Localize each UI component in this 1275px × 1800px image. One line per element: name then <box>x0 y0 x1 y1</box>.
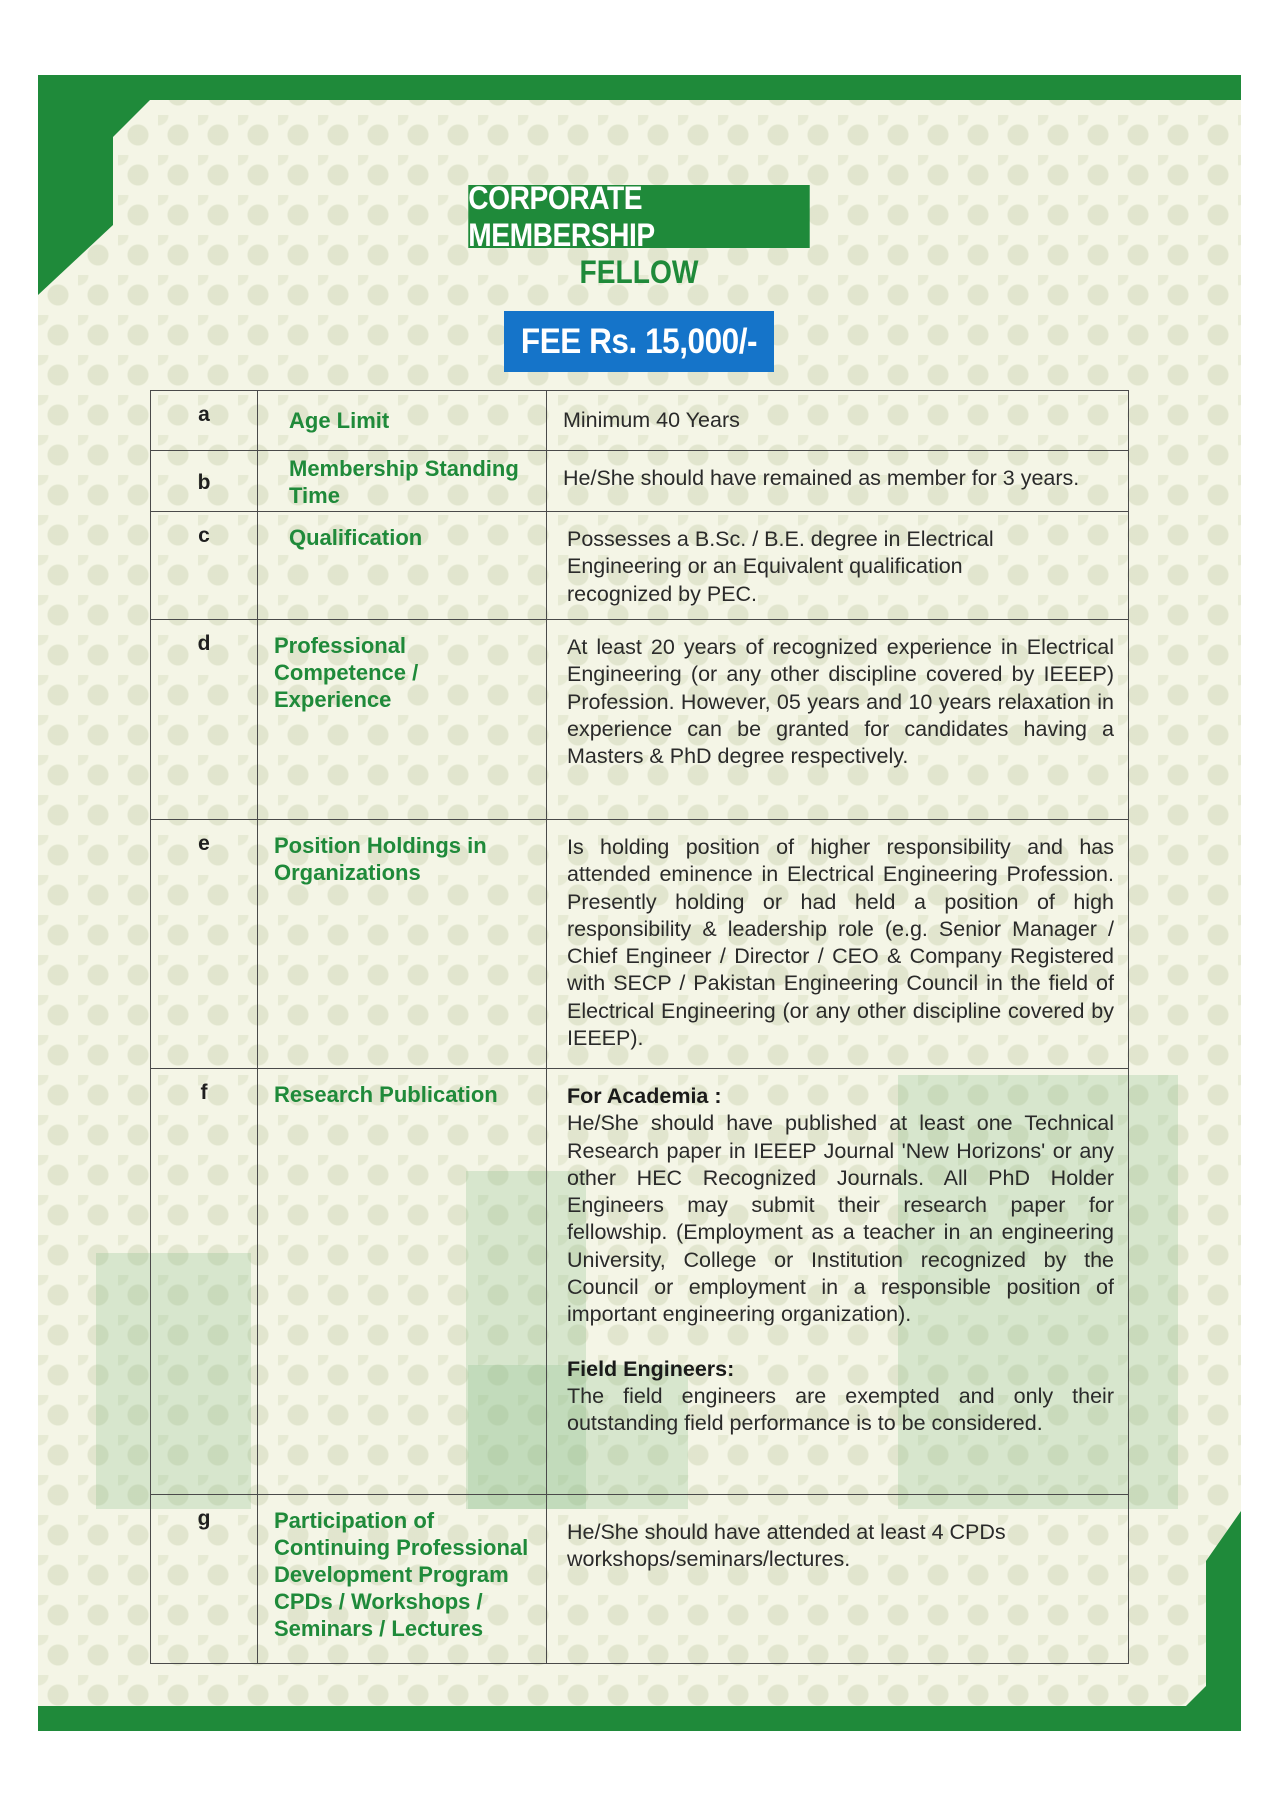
row-description: Possesses a B.Sc. / B.E. degree in Electrical Engineering or an Equivalent qualification recognized by PEC. <box>547 512 1129 620</box>
row-letter: d <box>151 620 258 820</box>
table-row <box>151 391 1129 451</box>
membership-title: CORPORATE MEMBERSHIP <box>468 185 809 248</box>
row-letter: e <box>151 820 258 1069</box>
table-row <box>151 820 1129 1069</box>
corner-decoration-top-left <box>38 75 268 295</box>
row-description: He/She should have attended at least 4 CPDs workshops/seminars/lectures. <box>547 1495 1129 1664</box>
row-description: Minimum 40 Years <box>547 391 1129 451</box>
table-row <box>151 620 1129 820</box>
table-row <box>151 1495 1129 1664</box>
row-description: Is holding position of higher responsibility and has attended eminence in Electrical Engineering Profession. Presently holding or had held a position of high responsibility & leadership role (e.g. Senior Manager / Chief Engineer / Director / CEO & Company Registered with SECP / Pakistan Engineering Council in the field of Electrical Engineering (or any other discipline covered by IEEEP). <box>547 820 1129 1069</box>
table-row <box>151 512 1129 620</box>
fee-badge: FEE Rs. 15,000/- <box>504 311 774 372</box>
row-label: Position Holdings in Organizations <box>258 820 547 1069</box>
row-label: Qualification <box>258 512 547 620</box>
eligibility-table <box>150 390 1129 1664</box>
row-label: Age Limit <box>258 391 547 451</box>
academia-text: He/She should have published at least one Technical Research paper in IEEEP Journal 'New Horizons' or any other HEC Recognized Journals. All PhD Holder Engineers may submit their research paper for fellowship. (Employment as a teacher in an engineering University, College or Institution recognized by the Council or employment in a responsible position of important engineering organization). <box>567 1111 1114 1327</box>
academia-heading: For Academia : <box>567 1084 722 1108</box>
row-label: Professional Competence / Experience <box>258 620 547 820</box>
table-row <box>151 451 1129 512</box>
row-description: He/She should have remained as member for 3 years. <box>547 451 1129 512</box>
field-engineers-text: The field engineers are exempted and only their outstanding field performance is to be considered. <box>567 1383 1114 1436</box>
row-label: Participation of Continuing Professional Development Program CPDs / Workshops / Seminars / Lectures <box>258 1495 547 1664</box>
row-letter: g <box>151 1495 258 1664</box>
row-letter: f <box>151 1069 258 1495</box>
membership-grade: FELLOW <box>579 254 699 290</box>
top-green-bar <box>38 75 1241 100</box>
row-description <box>547 1069 1129 1495</box>
field-engineers-heading: Field Engineers: <box>567 1356 735 1381</box>
row-letter: a <box>151 391 258 451</box>
row-letter: c <box>151 512 258 620</box>
row-description: At least 20 years of recognized experience in Electrical Engineering (or any other discipline covered by IEEEP) Profession. However, 05 years and 10 years relaxation in experience can be granted for candidates having a Masters & PhD degree respectively. <box>547 620 1129 820</box>
row-letter: b <box>151 451 258 512</box>
corner-decoration-bottom-right <box>1161 1511 1241 1731</box>
bottom-green-bar <box>38 1706 1241 1731</box>
row-label: Research Publication <box>258 1069 547 1495</box>
table-row <box>151 1069 1129 1495</box>
row-label: Membership Standing Time <box>258 451 547 512</box>
